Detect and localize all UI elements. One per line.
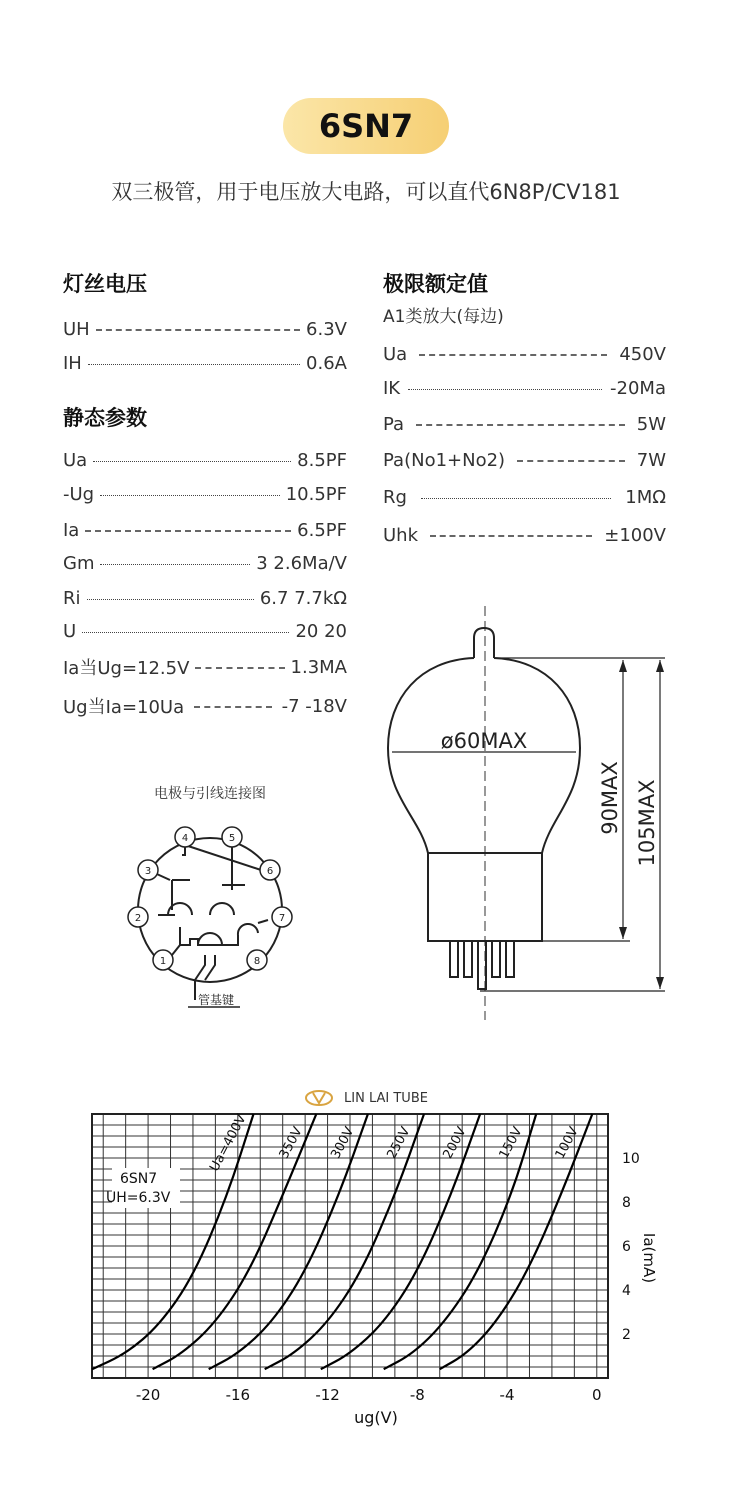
filament-heading: 灯丝电压 [63,272,147,296]
series-label: 350V [276,1124,306,1162]
limits-heading: 极限额定值 [383,272,488,296]
leader-line [85,530,291,532]
row-key: Ia当Ug=12.5V [63,658,190,679]
static-row [63,447,347,473]
static-heading: 静态参数 [63,406,147,430]
series-label: 300V [328,1124,358,1162]
y-axis-label: Ia(mA) [640,1232,658,1284]
characteristic-chart [60,1110,680,1430]
row-key: Ua [63,449,88,471]
body-height-label: 90MAX [598,761,622,835]
filament-row [63,350,347,376]
pin-label: 6 [266,866,274,877]
row-key: Rg [383,486,407,508]
leader-line [100,495,280,496]
row-value: 8.5PF [297,449,347,471]
row-key: UH [63,318,90,340]
row-value: 1MΩ [625,486,666,508]
leader-line [430,535,592,537]
leader-line [93,461,291,462]
row-value: 450V [619,343,666,365]
row-value: 6.3V [306,318,347,340]
row-value: 5W [636,413,666,435]
x-tick-label: -8 [409,1386,425,1404]
row-key: Gm [63,552,95,574]
static-row [63,550,347,576]
limits-row [383,341,666,367]
row-value: 20 20 [295,620,347,642]
brand-logo-icon [304,1089,334,1107]
static-row [63,585,347,611]
limits-subheading: A1类放大(每边) [383,307,504,327]
pin-label: 5 [228,833,236,844]
leader-line [82,632,289,633]
static-row [63,654,347,680]
leader-line [194,706,271,708]
total-height-label: 105MAX [635,779,659,867]
model-title: 6SN7 [318,107,414,145]
y-tick-label: 4 [622,1283,631,1299]
limits-row [383,484,666,510]
row-value: ±100V [604,524,666,546]
row-value: 6.5PF [297,519,347,541]
leader-line [100,564,250,565]
limits-row [383,375,666,401]
static-row [63,481,347,507]
tube-outline [380,598,670,1023]
static-row [63,618,347,644]
key-label: 管基键 [197,993,235,1007]
row-value: 3 2.6Ma/V [256,552,347,574]
x-tick-label: -4 [499,1386,515,1404]
row-key: Uhk [383,524,419,546]
row-value: 6.7 7.7kΩ [259,587,347,609]
series-label: 200V [440,1124,470,1162]
pin-label: 1 [159,956,167,967]
limits-row [383,411,666,437]
static-row [63,693,347,719]
row-value: 7W [636,449,666,471]
row-key: Ua [383,343,408,365]
filament-row [63,316,347,342]
row-key: Ug当Ia=10Ua [63,697,185,718]
row-value: -7 -18V [281,695,347,717]
series-label: Ua=400V [207,1112,250,1175]
row-value: -20Ma [610,377,666,399]
chart-uh-label: UH=6.3V [106,1190,171,1206]
x-tick-label: -20 [135,1386,161,1404]
y-tick-label: 6 [622,1239,631,1255]
leader-line [419,354,607,356]
pin-label: 2 [134,913,142,924]
row-key: Ia [63,519,80,541]
leader-line [88,364,300,365]
pin-label: 7 [278,913,286,924]
pin-label: 8 [253,956,261,967]
limits-row [383,447,666,473]
pinout-title: 电极与引线连接图 [154,786,266,802]
row-value: 10.5PF [285,483,347,505]
y-tick-label: 10 [622,1151,640,1167]
brand [0,1089,732,1107]
row-key: IK [383,377,401,399]
x-tick-label: -16 [225,1386,251,1404]
brand-name: LIN LAI TUBE [344,1090,428,1106]
row-key: -Ug [63,483,95,505]
leader-line [96,329,300,331]
pinout-diagram [110,815,310,1020]
row-key: U [63,620,77,642]
row-key: Pa(No1+No2) [383,449,506,471]
leader-line [416,424,625,426]
chart-grid [92,1114,608,1378]
row-value: 1.3MA [290,656,347,678]
leader-line [195,667,284,669]
diameter-label: ø60MAX [440,729,528,753]
limits-row [383,522,666,548]
leader-line [408,389,602,390]
pin-label: 3 [144,866,152,877]
y-tick-label: 8 [622,1195,631,1211]
chart-curves [92,1112,592,1369]
leader-line [421,498,611,499]
row-key: Ri [63,587,81,609]
leader-line [87,599,254,600]
row-key: Pa [383,413,405,435]
pin-label: 4 [181,833,189,844]
x-tick-label: -12 [315,1386,340,1404]
tube-description: 双三极管，用于电压放大电路，可以直代6N8P/CV181 [111,180,621,204]
y-tick-label: 2 [622,1327,631,1343]
static-row [63,517,347,543]
leader-line [517,460,625,462]
row-key: IH [63,352,82,374]
x-axis-label: ug(V) [354,1408,398,1427]
chart-model-label: 6SN7 [120,1171,158,1187]
series-label: 250V [384,1124,414,1162]
x-tick-label: 0 [592,1386,602,1404]
model-badge [283,98,449,154]
row-value: 0.6A [306,352,347,374]
series-label: 150V [496,1124,526,1162]
series-label: 100V [552,1124,582,1162]
